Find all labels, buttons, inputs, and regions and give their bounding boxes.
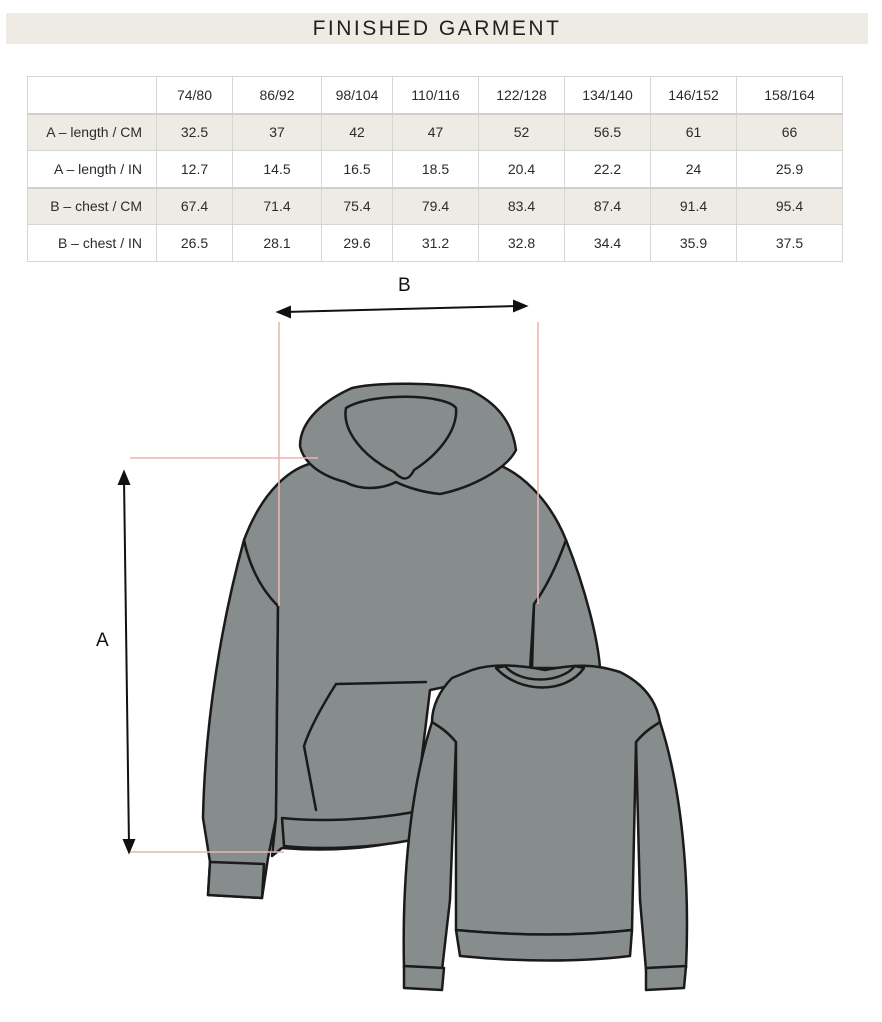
table-cell: 25.9 (737, 151, 843, 188)
table-cell: 91.4 (651, 188, 737, 225)
table-cell: 79.4 (393, 188, 479, 225)
table-row (28, 225, 843, 262)
table-cell: 22.2 (565, 151, 651, 188)
size-header: 146/152 (651, 77, 737, 114)
arrow-a-line (124, 478, 129, 846)
size-header-row (28, 77, 843, 114)
size-header: 110/116 (393, 77, 479, 114)
table-cell: 32.8 (479, 225, 565, 262)
sweatshirt-body (432, 666, 660, 935)
dimension-label-a: A (96, 630, 109, 651)
table-row (28, 188, 843, 225)
table-cell: 31.2 (393, 225, 479, 262)
table-cell: 37 (233, 114, 322, 151)
dimension-label-b: B (398, 275, 411, 296)
table-cell: 61 (651, 114, 737, 151)
row-label: A – length / IN (28, 151, 157, 188)
size-chart-table (27, 76, 843, 262)
table-cell: 47 (393, 114, 479, 151)
arrow-b-right-head (514, 301, 526, 311)
table-cell: 20.4 (479, 151, 565, 188)
table-cell: 35.9 (651, 225, 737, 262)
table-cell: 56.5 (565, 114, 651, 151)
size-header: 98/104 (322, 77, 393, 114)
table-cell: 37.5 (737, 225, 843, 262)
size-header: 134/140 (565, 77, 651, 114)
page-title: FINISHED GARMENT (6, 13, 868, 44)
table-cell: 24 (651, 151, 737, 188)
hoodie-cuff (208, 862, 264, 898)
table-cell: 95.4 (737, 188, 843, 225)
arrow-b-left-head (278, 307, 290, 317)
arrow-a-bottom-head (124, 840, 134, 852)
table-cell: 34.4 (565, 225, 651, 262)
table-cell: 75.4 (322, 188, 393, 225)
garment-diagram (0, 270, 882, 1022)
table-row (28, 151, 843, 188)
table-cell: 16.5 (322, 151, 393, 188)
table-cell: 32.5 (157, 114, 233, 151)
arrow-b-line (284, 306, 520, 312)
table-cell: 12.7 (157, 151, 233, 188)
arrow-a-top-head (119, 472, 129, 484)
sweatshirt-right-cuff (646, 966, 686, 990)
size-header: 86/92 (233, 77, 322, 114)
corner-cell (28, 77, 157, 114)
table-cell: 52 (479, 114, 565, 151)
row-label: B – chest / CM (28, 188, 157, 225)
size-header: 158/164 (737, 77, 843, 114)
sweatshirt-waistband (456, 930, 632, 961)
table-cell: 66 (737, 114, 843, 151)
table-cell: 83.4 (479, 188, 565, 225)
table-row (28, 114, 843, 151)
sweatshirt-left-cuff (404, 966, 444, 990)
size-header: 74/80 (157, 77, 233, 114)
row-label: A – length / CM (28, 114, 157, 151)
table-cell: 71.4 (233, 188, 322, 225)
table-cell: 42 (322, 114, 393, 151)
table-cell: 67.4 (157, 188, 233, 225)
table-cell: 29.6 (322, 225, 393, 262)
table-cell: 18.5 (393, 151, 479, 188)
table-cell: 87.4 (565, 188, 651, 225)
table-cell: 26.5 (157, 225, 233, 262)
table-cell: 28.1 (233, 225, 322, 262)
sweatshirt-right-sleeve (636, 722, 687, 970)
table-cell: 14.5 (233, 151, 322, 188)
size-header: 122/128 (479, 77, 565, 114)
row-label: B – chest / IN (28, 225, 157, 262)
